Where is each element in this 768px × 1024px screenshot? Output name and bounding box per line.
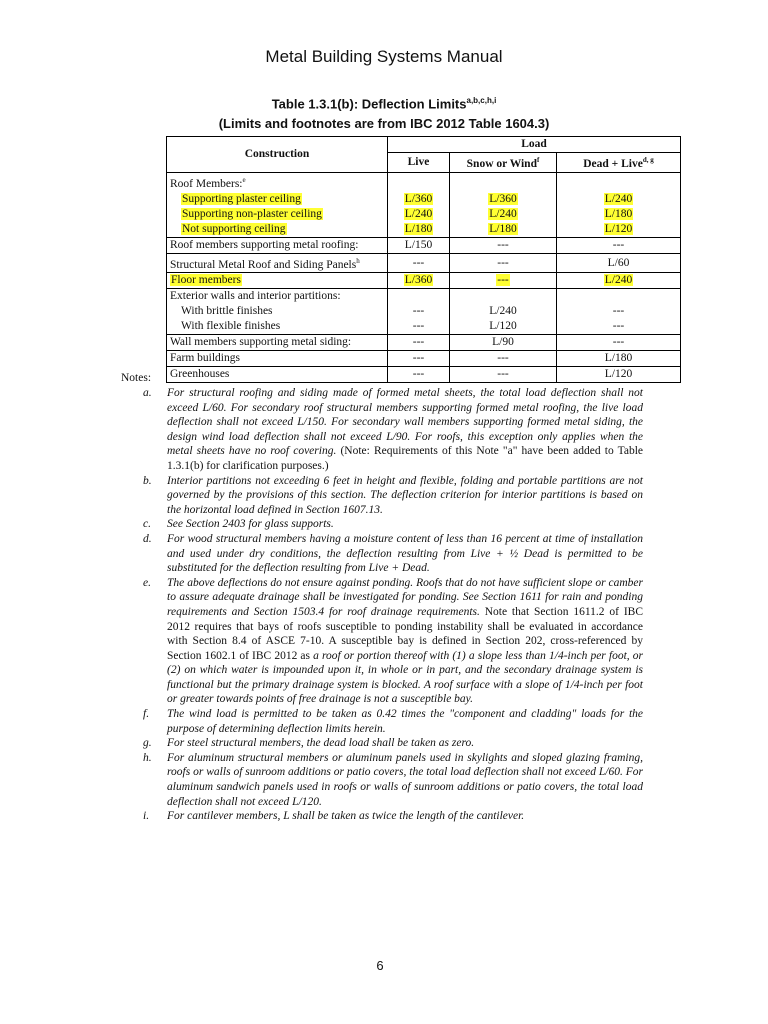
table-body [167, 172, 681, 383]
cell-live: --- [388, 367, 450, 383]
table-row [167, 237, 681, 253]
note-text: Interior partitions not exceeding 6 feet in height and flexible, folding and portable partitions are not governed by the provisions of this section. The deflection criterion for interior partitions is based on the horizontal load defined in Section 1607.13. [167, 474, 643, 516]
table-row [167, 351, 681, 367]
note-text: For wood structural members having a moisture content of less than 16 percent at time of installation and used under dry conditions, the deflection resulting from Live + ½ Dead is permitted to be substituted for the deflection resulting from Live + Dead. [167, 532, 643, 575]
cell-dead-live [557, 289, 681, 305]
row-label: Wall members supporting metal siding: [167, 335, 388, 351]
cell-dead-live: L/240 [557, 192, 681, 207]
table-row [167, 207, 681, 222]
row-label: Supporting plaster ceiling [167, 192, 388, 207]
note-letter: b. [143, 474, 152, 487]
cell-snow-wind: --- [450, 253, 557, 273]
cell-snow-wind: L/240 [450, 304, 557, 319]
cell-dead-live: L/120 [557, 222, 681, 238]
cell-live: --- [388, 304, 450, 319]
table-row [167, 222, 681, 238]
cell-snow-wind: L/90 [450, 335, 557, 351]
cell-dead-live: --- [557, 304, 681, 319]
cell-snow-wind: --- [450, 237, 557, 253]
cell-dead-live: L/180 [557, 351, 681, 367]
note-item [143, 707, 643, 736]
table-row [167, 192, 681, 207]
col-header-dead-live: Dead + Live$^{d, g}$ [557, 153, 681, 173]
col-header-live: Live [388, 153, 450, 173]
cell-snow-wind [450, 289, 557, 305]
row-label: With brittle finishes [167, 304, 388, 319]
table-row [167, 172, 681, 191]
note-text: For structural roofing and siding made of formed metal sheets, the total load deflection shall not exceed L/60. For secondary roof structural members supporting formed metal roofing, the live load deflection shall not exceed L/150. For secondary wall members supporting formed metal siding, the design wind load deflection shall not exceed L/90. For roofs, this exception only applies when the metal sheets have no roof covering. (Note: Requirements of this Note "a" have been added to Table 1.3.1(b) for clarification purposes.) [167, 387, 643, 472]
cell-live: L/240 [388, 207, 450, 222]
cell-snow-wind: L/180 [450, 222, 557, 238]
cell-live: --- [388, 335, 450, 351]
note-text: See Section 2403 for glass supports. [167, 518, 334, 531]
note-text: The above deflections do not ensure against ponding. Roofs that do not have sufficient slope or camber to assure adequate drainage shall be investigated for ponding. See Section 1611 for rain and ponding requirements and Section 1503.4 for roof drainage requirements. Note that Section 1611.2 of IBC 2012 requires that bays of roofs susceptible to ponding instability shall be evaluated in accordance with Section 8.4 of ASCE 7-10. A susceptible bay is defined in Section 202, cross-referenced by Section 1602.1 of IBC 2012 as a roof or portion thereof with (1) a slope less than 1/4-inch per foot, or (2) on which water is impounded upon it, in whole or in part, and the secondary drainage system is functional but the primary drainage system is blocked. A roof surface with a slope of 1/4-inch per foot or greater towards points of free drainage is not a susceptible bay. [167, 576, 643, 706]
note-item [143, 517, 643, 532]
note-text: For aluminum structural members or aluminum panels used in skylights and sloped glazing framing, roofs or walls of sunroom additions or patio covers, the total load deflection shall not exceed L/60. For aluminum sandwich panels used in roofs or walls of sunroom additions or patio covers, the total load deflection shall not exceed L/120. [167, 751, 643, 808]
table-row [167, 289, 681, 305]
cell-live: --- [388, 351, 450, 367]
note-letter: d. [143, 532, 152, 545]
note-item [143, 386, 643, 474]
note-letter: f. [143, 708, 150, 721]
row-label: With flexible finishes [167, 319, 388, 335]
note-letter: e. [143, 576, 151, 589]
note-item [143, 751, 643, 809]
note-text: The wind load is permitted to be taken as 0.42 times the "component and cladding" loads for the purpose of determining deflection limits herein. [167, 708, 643, 735]
col-header-load: Load [388, 137, 681, 153]
cell-dead-live: --- [557, 335, 681, 351]
table-title-text: Table 1.3.1(b): Deflection Limits [271, 96, 467, 112]
table-title [0, 96, 768, 111]
cell-snow-wind: L/240 [450, 207, 557, 222]
cell-dead-live: L/60 [557, 253, 681, 273]
cell-live: --- [388, 319, 450, 335]
row-label: Floor members [167, 273, 388, 289]
cell-snow-wind: --- [450, 273, 557, 289]
note-letter: c. [143, 518, 151, 531]
note-letter: g. [143, 737, 152, 750]
table-row [167, 367, 681, 383]
note-item [143, 532, 643, 576]
page-header: Metal Building Systems Manual [265, 47, 503, 66]
cell-live: L/360 [388, 273, 450, 289]
row-label: Supporting non-plaster ceiling [167, 207, 388, 222]
row-label: Exterior walls and interior partitions: [167, 289, 388, 305]
cell-dead-live: L/180 [557, 207, 681, 222]
table-title-footnotes: a,b,c,h,i [466, 96, 497, 105]
note-text: For steel structural members, the dead load shall be taken as zero. [167, 737, 475, 750]
cell-live [388, 172, 450, 191]
note-text: For cantilever members, L shall be taken as twice the length of the cantilever. [167, 810, 525, 823]
table-row [167, 273, 681, 289]
row-label: Roof Members:$^e$ [167, 172, 388, 191]
cell-live: L/150 [388, 237, 450, 253]
cell-snow-wind: --- [450, 367, 557, 383]
note-letter: i. [143, 810, 150, 823]
table-row [167, 304, 681, 319]
cell-dead-live [557, 172, 681, 191]
notes-label: Notes: [121, 372, 152, 384]
cell-live: L/360 [388, 192, 450, 207]
row-label: Not supporting ceiling [167, 222, 388, 238]
notes-list [143, 386, 643, 824]
table-subtitle: (Limits and footnotes are from IBC 2012 Table 1604.3) [218, 116, 550, 131]
note-item [143, 809, 643, 824]
col-header-construction: Construction [167, 137, 388, 173]
row-label: Structural Metal Roof and Siding Panels$^h$ [167, 253, 388, 273]
cell-live [388, 289, 450, 305]
table-row [167, 253, 681, 273]
cell-dead-live: --- [557, 319, 681, 335]
cell-dead-live: L/120 [557, 367, 681, 383]
table-row [167, 335, 681, 351]
cell-snow-wind: L/120 [450, 319, 557, 335]
note-item [143, 576, 643, 707]
page-number: 6 [376, 958, 384, 973]
cell-dead-live: --- [557, 237, 681, 253]
row-label: Greenhouses [167, 367, 388, 383]
note-letter: a. [143, 387, 152, 399]
note-item [143, 736, 643, 751]
col-header-snow-wind: Snow or Wind$^f$ [450, 153, 557, 173]
cell-dead-live: L/240 [557, 273, 681, 289]
cell-snow-wind: L/360 [450, 192, 557, 207]
table-row [167, 319, 681, 335]
cell-live: --- [388, 253, 450, 273]
cell-live: L/180 [388, 222, 450, 238]
note-item [143, 474, 643, 518]
deflection-limits-table [166, 136, 681, 383]
cell-snow-wind [450, 172, 557, 191]
cell-snow-wind: --- [450, 351, 557, 367]
note-letter: h. [143, 751, 152, 764]
row-label: Farm buildings [167, 351, 388, 367]
row-label: Roof members supporting metal roofing: [167, 237, 388, 253]
